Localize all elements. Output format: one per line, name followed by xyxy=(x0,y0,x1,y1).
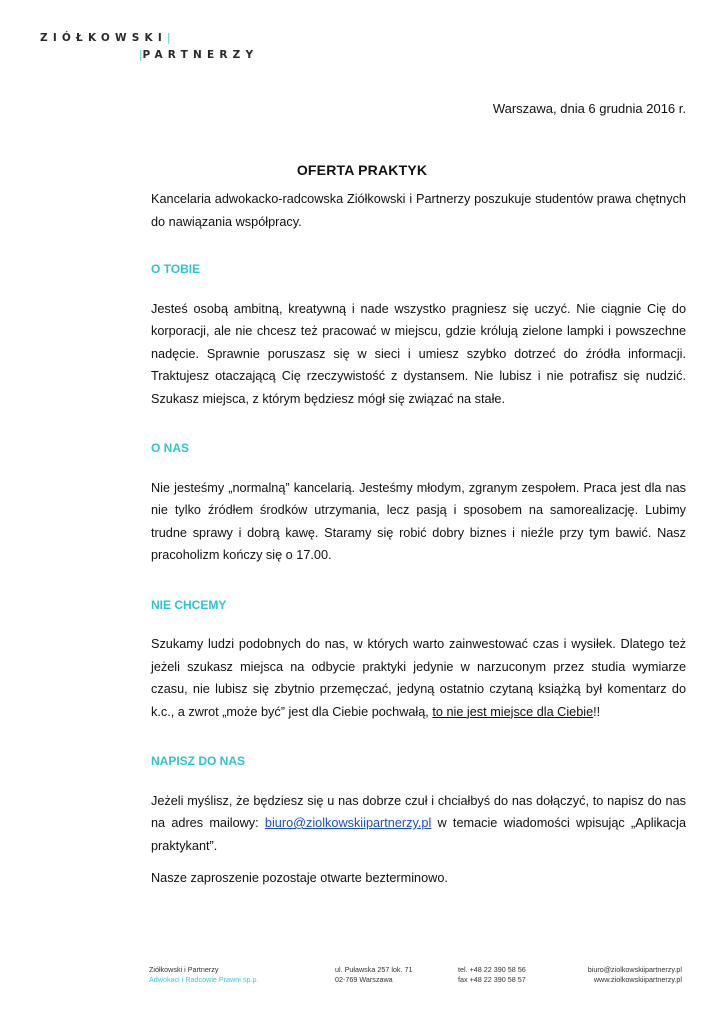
closing-paragraph: Nasze zaproszenie pozostaje otwarte bezterminowo. xyxy=(151,871,448,885)
napisz-text-after: w temacie wiadomości wpisując „Aplikacja praktykant”. xyxy=(151,816,687,853)
nie-chcemy-exclaim: !! xyxy=(593,704,601,719)
logo-bar-2: | xyxy=(139,49,143,61)
footer-phone-block xyxy=(458,965,526,985)
footer-address-2: 02-769 Warszawa xyxy=(335,975,393,984)
company-logo xyxy=(40,30,258,64)
email-link[interactable]: biuro@ziolkowskiipartnerzy.pl xyxy=(264,816,432,830)
nie-chcemy-underlined: to nie jest miejsce dla Ciebie xyxy=(432,704,594,719)
footer-firm-sub: Adwokaci i Radcowie Prawni sp.p. xyxy=(149,975,259,984)
footer-address-1: ul. Puławska 257 lok. 71 xyxy=(335,965,413,974)
footer-email[interactable]: biuro@ziolkowskiipartnerzy.pl xyxy=(587,965,682,974)
footer-tel: tel. +48 22 390 58 56 xyxy=(458,965,526,974)
document-date: Warszawa, dnia 6 grudnia 2016 r. xyxy=(492,101,686,116)
section-heading-o-nas: O NAS xyxy=(151,441,190,455)
intro-paragraph: Kancelaria adwokacko-radcowska Ziółkowski i Partnerzy poszukuje studentów prawa chętnych do nawiązania współpracy. xyxy=(151,192,686,229)
logo-line-1 xyxy=(40,30,258,47)
footer-firm-block xyxy=(149,965,258,985)
footer-contact-block xyxy=(588,965,682,985)
napisz-text: Jeżeli myślisz, że będziesz się u nas dobrze czuł i chciałbyś do nas dołączyć, to napisz do nas na adres mailowy: xyxy=(151,793,686,830)
logo-bar-1: | xyxy=(166,32,171,44)
section-heading-napisz: NAPISZ DO NAS xyxy=(151,754,246,768)
section-text-nie-chcemy xyxy=(151,633,686,723)
footer-firm: Ziółkowski i Partnerzy xyxy=(149,965,219,974)
footer-fax: fax +48 22 390 58 57 xyxy=(458,975,526,984)
section-heading-o-tobie: O TOBIE xyxy=(151,262,201,276)
section-heading-nie-chcemy: NIE CHCEMY xyxy=(151,597,227,612)
section-text-napisz xyxy=(151,790,686,858)
logo-text-2: PARTNERZY xyxy=(142,49,259,61)
nie-chcemy-text: Szukamy ludzi podobnych do nas, w których warto zainwestować czas i wysiłek. Dlatego też jeżeli szukasz miejsca na odbycie praktyki jedynie w narzuconym przez studia wymiarze czasu, nie lubisz się zbytnio przemęczać, jedyną ostatnio czytaną książką był komentarz do k.c., a zwrot „może być” jest dla Ciebie pochwałą, xyxy=(151,637,686,719)
section-text-o-tobie: Jesteś osobą ambitną, kreatywną i nade wszystko pragniesz się uczyć. Nie ciągnie Cię do korporacji, ale nie chcesz też pracować w miejscu, gdzie królują zielone lampki i powszechne nadęcie. Sprawnie poruszasz się w sieci i umiesz szybko dotrzeć do źródła informacji. Traktujesz otaczającą Cię rzeczywistość z dystansem. Nie lubisz i nie potrafisz się nudzić. Szukasz miejsca, z którym będziesz mógł się związać na stałe. xyxy=(151,301,686,406)
logo-text-1: ZIÓŁKOWSKI xyxy=(40,32,167,44)
logo-line-2 xyxy=(40,47,258,64)
footer-address-block xyxy=(335,965,413,985)
footer-www[interactable]: www.ziolkowskiipartnerzy.pl xyxy=(593,975,682,984)
document-title: OFERTA PRAKTYK xyxy=(296,162,428,178)
section-text-o-nas: Nie jesteśmy „normalną” kancelarią. Jesteśmy młodym, zgranym zespołem. Praca jest dla nas nie tylko źródłem środków utrzymania, lecz pasją i sposobem na samorealizację. Lubimy trudne sprawy i dobrą kawę. Staramy się robić dobry biznes i nieźle przy tym bawić. Nasz pracoholizm kończy się o 17.00. xyxy=(151,480,686,562)
document-body xyxy=(151,188,686,890)
